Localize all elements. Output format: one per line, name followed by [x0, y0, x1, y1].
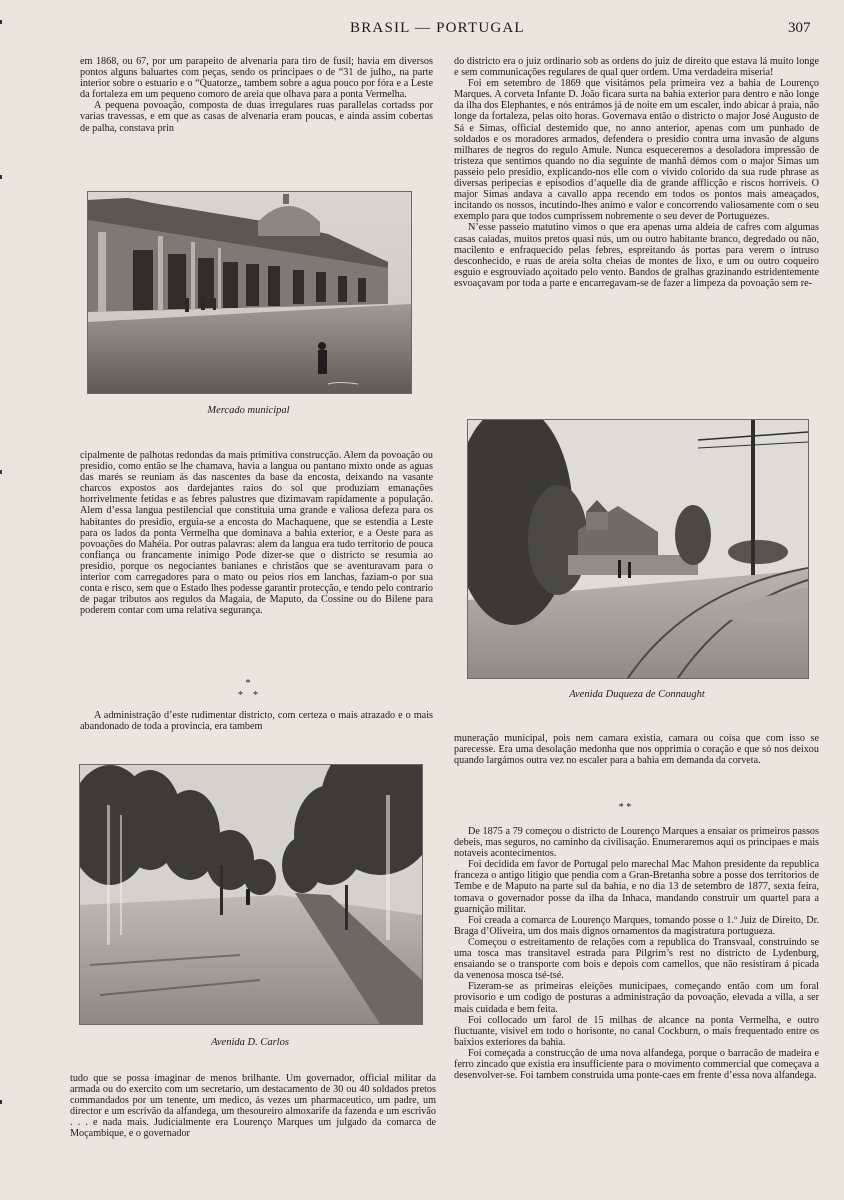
edge-mark	[0, 1100, 2, 1104]
article-text-left-4	[70, 1073, 436, 1163]
paragraph: A administração d’este rudimentar districto, com certeza o mais atrazado e o mais abandonado de toda a provincia, era tambem	[80, 710, 433, 733]
photo-avenida-duqueza-de-connaught	[467, 419, 809, 679]
caption-avenida-duqueza-de-connaught: Avenida Duqueza de Connaught	[569, 689, 705, 700]
running-header	[0, 20, 844, 40]
paragraph: tudo que se possa imaginar de menos brilhante. Um governador, official militar da armada ou do exercito com um secretario, um destacamento de 30 ou 40 soldados pretos commandados por um tenente, um medico, ás vezes um pharmaceutico, um padre, um director e um escrivão da alfandega, um thesoureiro almoxarife da fazenda e um escrivão . . . e nada mais. Judicialmente era Lourenço Marques um julgado da comarca de Moçambique, e o governador	[70, 1073, 436, 1140]
paragraph: Foi em setembro de 1869 que visitámos pela primeira vez a bahia de Lourenço Marques. A corveta Infante D. João ficara surta na bahia exterior para dentro e não longe da ilha dos Elephantes, e nós entrámos já de noite em um escaler, indo abicar á praia, não longe da fortaleza, pelas oito horas. Governava então o districto o major José Augusto de Sá e Simas, official destemido que, no anno anterior, apenas com um punhado de soldados e os moradores armados, defendera o presidio contra uma invasão de alguns milhares de negros do regulo Amule. Nunca esqueceremos a desoladora impressão de tristeza que sentimos quando no dia seguinte de manhã démos com o major Simas um passeio pelo presidio, explicando-nos elle com o vivido colorido da sua rude phrase as diversas peripecias e episodios d’aquelle dia de grande afflicção e riscos horriveis. O major Simas andava a cavallo appa recendo em todos os pontos mais ameaçados, incitando os nossos, incutindo-lhes animo e valor e concorrendo valiosamente com o seu exemplo para que todos cumprissem nobremente o seu dever de Portuguezes.	[454, 78, 819, 223]
article-text-right-2	[454, 733, 819, 779]
paragraph: Foi collocado um farol de 15 milhas de alcance na ponta Vermelha, e outro fluctuante, visivel em todo o horisonte, no canal Cockburn, o mais frequentado entre os baixios exteriores da bahia.	[454, 1014, 819, 1048]
caption-mercado-municipal: Mercado municipal	[207, 405, 290, 416]
edge-mark	[0, 175, 2, 179]
paragraph: De 1875 a 79 começou o districto de Lourenço Marques a ensaiar os primeiros passos debeis, mas seguros, no caminho da civilisação. Enumeraremos aqui os principaes e mais notaveis acontecimentos.	[454, 826, 819, 860]
paragraph: Foi creada a comarca de Lourenço Marques, tomando posse o 1.º Juiz de Direito, Dr. Braga d’Oliveira, um dos mais dignos ornamentos da magistratura portugueza.	[454, 914, 819, 937]
photo-avenida-d-carlos	[79, 764, 423, 1025]
paragraph: N’esse passeio matutino vimos o que era apenas uma aldeia de cafres com algumas casas caiadas, muitos pretos quasi nús, um ou outro habitante branco, degredado ou não, macilento e enfraquecido pelas febres, espreitando ás portas para verem o intruso desconhecido, e ruas de areia solta cheias de montes de lixo, e um ou outro coqueiro esguio e esgrouviado açoitado pelo vento. Bandos de gralhas grazinando estridentemente esvoaçavam por toda a parte e encarregavam-se de fazer a limpeza da povoação sem re-	[454, 222, 819, 289]
photo-mercado-municipal	[87, 191, 412, 394]
section-separator-right: * *	[618, 802, 632, 813]
edge-mark	[0, 470, 2, 474]
paragraph: muneração municipal, pois nem camara existia, camara ou coisa que com isso se parecesse. Era uma desolação medonha que nos opprimia o coração e que só nos deixou quando largámos outra vez no escaler para a bahia em demanda da corveta.	[454, 733, 819, 767]
article-text-left-1	[80, 56, 433, 168]
section-separator-left: * * *	[238, 678, 258, 701]
running-title: BRASIL — PORTUGAL	[350, 20, 525, 36]
paragraph: em 1868, ou 67, por um parapeito de alvenaria para tiro de fusil; havia em diversos pontos alguns baluartes com peças, sendo os principaes o de “31 de julho„ na parte interior sobre o estuario e o “Quatorze„ tambem sobre a agua pouco por fóra e a Leste da fortaleza em um pequeno comoro de areia que olhava para a ponta Vermelha.	[80, 56, 433, 101]
page-number: 307	[788, 20, 811, 36]
paragraph: Foi começada a construcção de uma nova alfandega, porque o barracão de madeira e ferro zincado que existia era insufficiente para o movimento commercial que começava a desenvolver-se. Foi tambem construida uma ponte-caes em frente d’essa nova alfandega.	[454, 1047, 819, 1082]
article-text-left-2	[80, 450, 433, 668]
paragraph: Fizeram-se as primeiras eleições municipaes, começando então com um foral provisorio e um codigo de posturas a administração da povoação, elevada a villa, a ser mais cuidada e bem feita.	[454, 981, 819, 1015]
article-text-right-1	[454, 56, 819, 386]
paragraph: A pequena povoação, composta de duas irregulares ruas parallelas cortadss por varias travessas, e em que as casas de alvenaria eram poucas, e ainda assim cobertas de palha, constava prin	[80, 100, 433, 134]
article-text-right-3	[454, 826, 819, 1160]
paragraph: do districto era o juiz ordinario sob as ordens do juiz de direito que estava lá muito longe e sem communicações regulares de qual quer ordem. Uma verdadeira miseria!	[454, 56, 819, 79]
caption-avenida-d-carlos: Avenida D. Carlos	[211, 1037, 289, 1048]
paragraph: cipalmente de palhotas redondas da mais primitiva construcção. Alem da povoação ou presidio, como então se lhe chamava, havia a langua ou pantano mixto onde as aguas das marés se reuniam ás das nascentes da base da encosta, deixando na vasante charcos expostos aos dardejantes raios do sol que produziam emanações horrivelmente fetidas e as febres palustres que dizimavam rapidamente a população. Alem d’essa langua pestilencial que constituia uma grande e valiosa defeza para os habitantes do presidio, erguia-se a encosta do Machaquene, que se estendia a Leste para os lados da ponta Vermelha que dominava a bahia exterior, e a Oeste para as povoações do Mahéia. Por outras palavras: alem da langua era tudo territorio de pouca confiança ou francamente inimigo Pode dizer-se que o districto se resumia ao presidio, porque os negociantes banianes e christãos que se aventuravam para o interior com carregadores para o mato ou peios rios em lanchas, faziam-o por sua conta e risco, sem que o Estado lhes podesse garantir protecção, e tendo pelo contrario de pagar tributos aos regulos da Magaia, de Maputo, da Cossine ou do Bilene para poderem contar com uma relativa segurança.	[80, 450, 433, 617]
paragraph: Começou o estreitamento de relações com a republica do Transvaal, construindo se uma tosca mas transitavel estrada para Pilgrim’s rest no districto de Lydenburg, ensaiando se o transporte com bois e depois com camellos, que não resistiram á picada da venenosa mosca tsé-tsé.	[454, 936, 819, 982]
paragraph: Foi decidida em favor de Portugal pelo marechal Mac Mahon presidente da republica franceza o antigo litigio que pendia com a Gran-Bretanha sobre a posse dos territorios de Tembe e de Maputo na parte sul da bahia, e no dia 13 de setembro de 1877, sexta feira, tomava o governador posse da ilha da Inhaca, mandando construir um quartel para a guarnição militar.	[454, 859, 819, 915]
article-text-left-3	[80, 710, 433, 734]
